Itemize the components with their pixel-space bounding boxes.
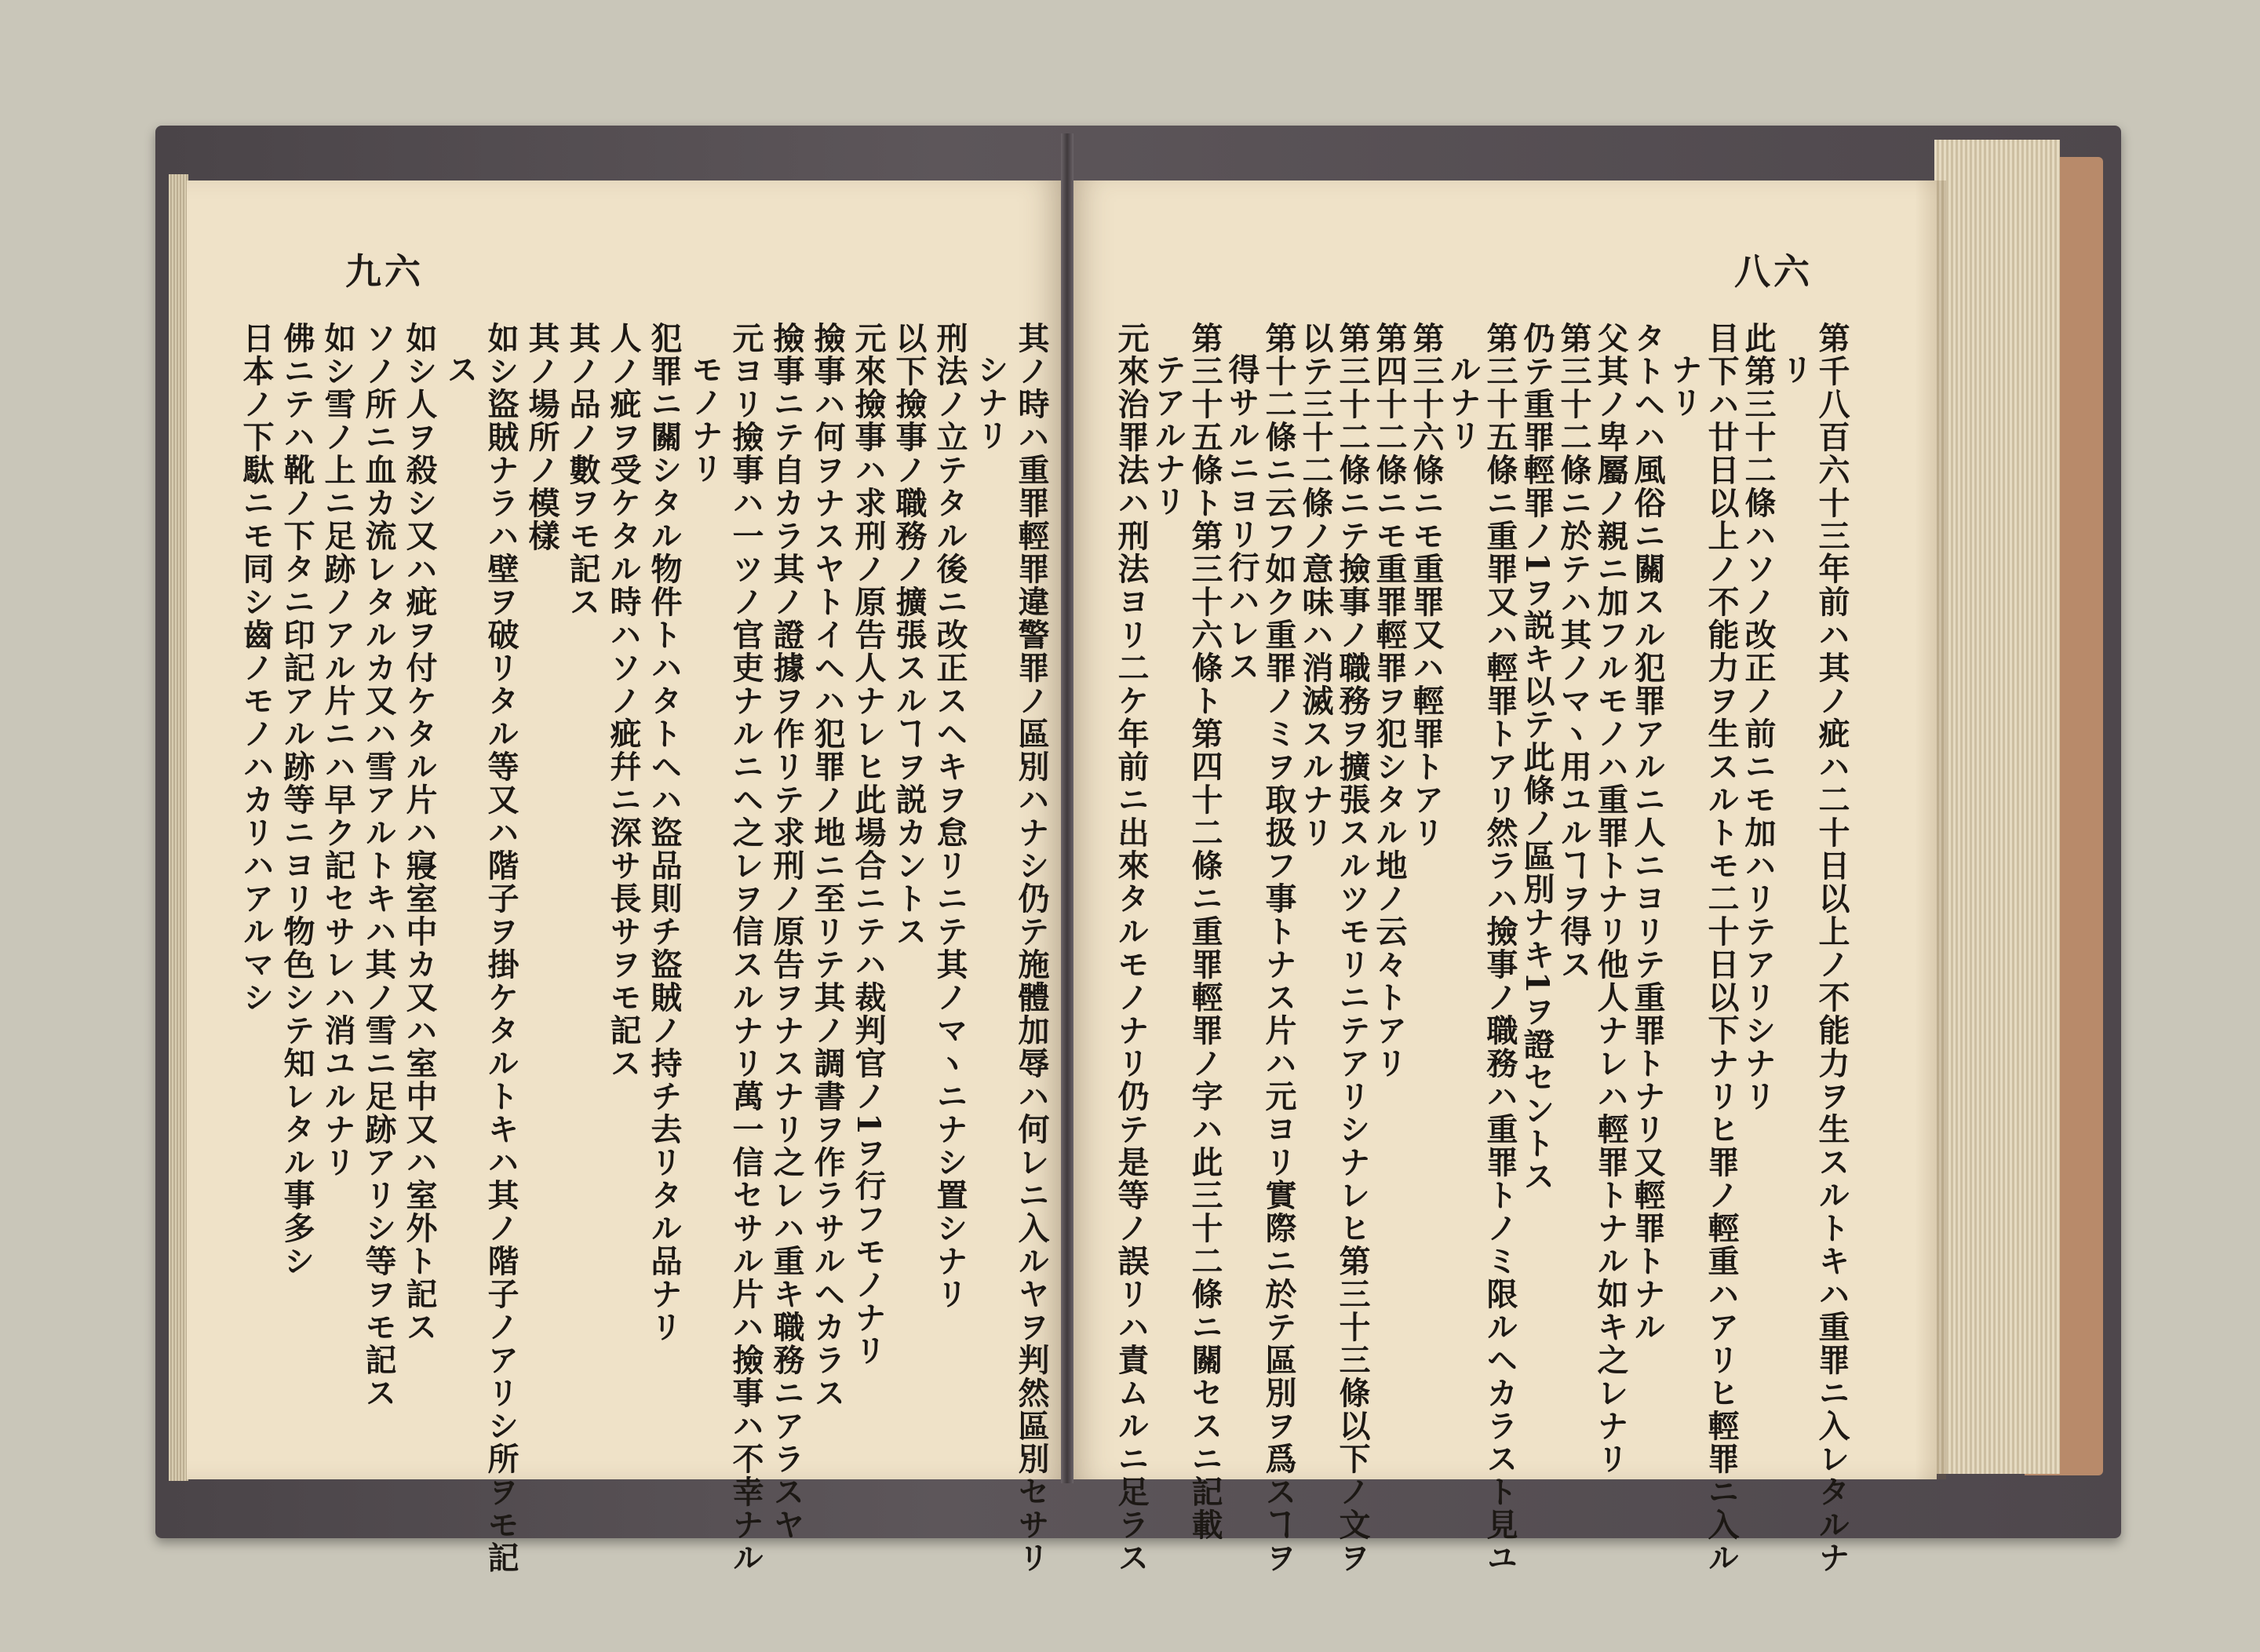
text-column: ス [442, 353, 479, 386]
page-fold-shadow [1915, 181, 1946, 1479]
text-column: 第三十五條ト第三十六條ト第四十二條ニ重罪輕罪ノ字ハ此三十二條ニ關セスニ記載 [1186, 322, 1223, 1541]
text-column: 其ノ品ノ數ヲモ記ス [564, 322, 601, 618]
text-column: 刑法ノ立テタル後ニ改正スヘキヲ怠リニテ其ノマヽニナシ置シナリ [931, 322, 968, 1311]
left-page-number: 九六 [345, 250, 424, 293]
text-column: ルナリ [1445, 353, 1482, 452]
text-column: タトヘハ風俗ニ關スル犯罪アルニ人ニヨリテ重罪トナリ又輕罪トナル [1629, 322, 1666, 1344]
text-column: 目下ハ廿日以上ノ不能力ヲ生スルトモ二十日以下ナリヒ罪ノ輕重ハアリヒ輕罪ニ入ル [1703, 322, 1740, 1574]
text-column: 犯罪ニ關シタル物件トハタトヘハ盜品則チ盜賊ノ持チ去リタル品ナリ [646, 322, 683, 1344]
text-column: 其ノ場所ノ模樣 [523, 322, 560, 552]
text-column: 第三十二條ニテ撿事ノ職務ヲ擴張スルツモリニテアリシナレヒ第三十三條以下ノ文ヲ [1334, 322, 1371, 1574]
text-column: テアルナリ [1150, 353, 1186, 518]
text-column: 父其ノ卑屬ノ親ニ加フルモノハ重罪トナリ他人ナレハ輕罪トナル如キ之レナリ [1592, 322, 1629, 1475]
text-column: 元ヨリ撿事ハ一ツノ官吏ナルニヘ之レヲ信スルナリ萬一信セサル片ハ撿事ハ不幸ナル [727, 322, 764, 1574]
text-column: 撿事ニテ自カラ其ノ證據ヲ作リテ求刑ノ原告ヲナスナリ之レハ重キ職務ニアラスヤ [768, 322, 805, 1541]
text-column: リ [1777, 353, 1813, 386]
text-column: 仍テ重罪輕罪ノ1ヲ説キ以テ此條ノ區別ナキ1ヲ證セントス [1518, 322, 1555, 1193]
text-column: ナリ [1666, 353, 1703, 419]
text-column: 第三十六條ニモ重罪又ハ輕罪トアリ [1408, 322, 1445, 849]
text-column: シナリ [972, 353, 1009, 452]
text-column: 人ノ疵ヲ受ケタル時ハソノ疵幷ニ深サ長サヲモ記ス [605, 322, 642, 1080]
page-edges-right [1934, 140, 2060, 1474]
text-column: 第三十二條ニ於テハ其ノマヽ用ユルヿヲ得ス [1555, 322, 1592, 981]
text-column: 元來治罪法ハ刑法ヨリ二ケ年前ニ出來タルモノナリ仍テ是等ノ誤リハ責ムルニ足ラス [1113, 322, 1150, 1574]
text-column: 日本ノ下駄ニモ同シ齒ノモノハカリハアルマシ [238, 322, 275, 1014]
text-column: 如シ盜賊ナラハ壁ヲ破リタル等又ハ階子ヲ掛ケタルトキハ其ノ階子ノアリシ所ヲモ記 [483, 322, 519, 1574]
text-column: 如シ人ヲ殺シ又ハ疵ヲ付ケタル片ハ寢室中カ又ハ室中又ハ室外ト記ス [401, 322, 438, 1344]
text-column: ソノ所ニ血カ流レタルカ又ハ雪アルトキハ其ノ雪ニ足跡アリシ等ヲモ記ス [360, 322, 397, 1409]
text-column: 第三十五條ニ重罪又ハ輕罪トアリ然ラハ撿事ノ職務ハ重罪トノミ限ルヘカラスト見ユ [1482, 322, 1518, 1574]
text-column: モノナリ [687, 353, 724, 485]
text-column: 如シ雪ノ上ニ足跡ノアル片ニハ早ク記セサレハ消ユルナリ [319, 322, 356, 1179]
text-column: 得サルニヨリ行ハレス [1223, 353, 1260, 683]
text-column: 以下撿事ノ職務ノ擴張スルヿヲ説カントス [891, 322, 928, 948]
right-page-number: 八六 [1734, 250, 1813, 293]
text-column: 此第三十二條ハソノ改正ノ前ニモ加ハリテアリシナリ [1740, 322, 1777, 1113]
right-page-text [1113, 322, 1852, 1574]
text-column: 佛ニテハ靴ノ下タニ印記アル跡等ニヨリ物色シテ知レタル事多シ [279, 322, 315, 1278]
page-edges-left [169, 174, 188, 1481]
text-column: 以テ三十二條ノ意味ハ消滅スルナリ [1297, 322, 1334, 849]
left-page-text [238, 322, 1052, 1574]
text-column: 其ノ時ハ重罪輕罪違警罪ノ區別ハナシ仍テ施體加辱ハ何レニ入ルヤヲ判然區別セサリ [1013, 322, 1050, 1574]
text-column: 撿事ハ何ヲナスヤトイヘハ犯罪ノ地ニ至リテ其ノ調書ヲ作ラサルヘカラス [809, 322, 846, 1409]
text-column: 第十二條ニ云フ如ク重罪ノミヲ取扱フ事トナス片ハ元ヨリ實際ニ於テ區別ヲ爲スヿヲ [1260, 322, 1297, 1574]
text-column: 第千八百六十三年前ハ其ノ疵ハ二十日以上ノ不能力ヲ生スルトキハ重罪ニ入レタルナ [1813, 322, 1850, 1574]
book-spine-gutter [1061, 133, 1074, 1483]
text-column: 第四十二條ニモ重罪輕罪ヲ犯シタル地ノ云々トアリ [1371, 322, 1408, 1080]
text-column: 元來撿事ハ求刑ノ原告人ナレヒ此場合ニテハ裁判官ノ1ヲ行フモノナリ [850, 322, 887, 1367]
